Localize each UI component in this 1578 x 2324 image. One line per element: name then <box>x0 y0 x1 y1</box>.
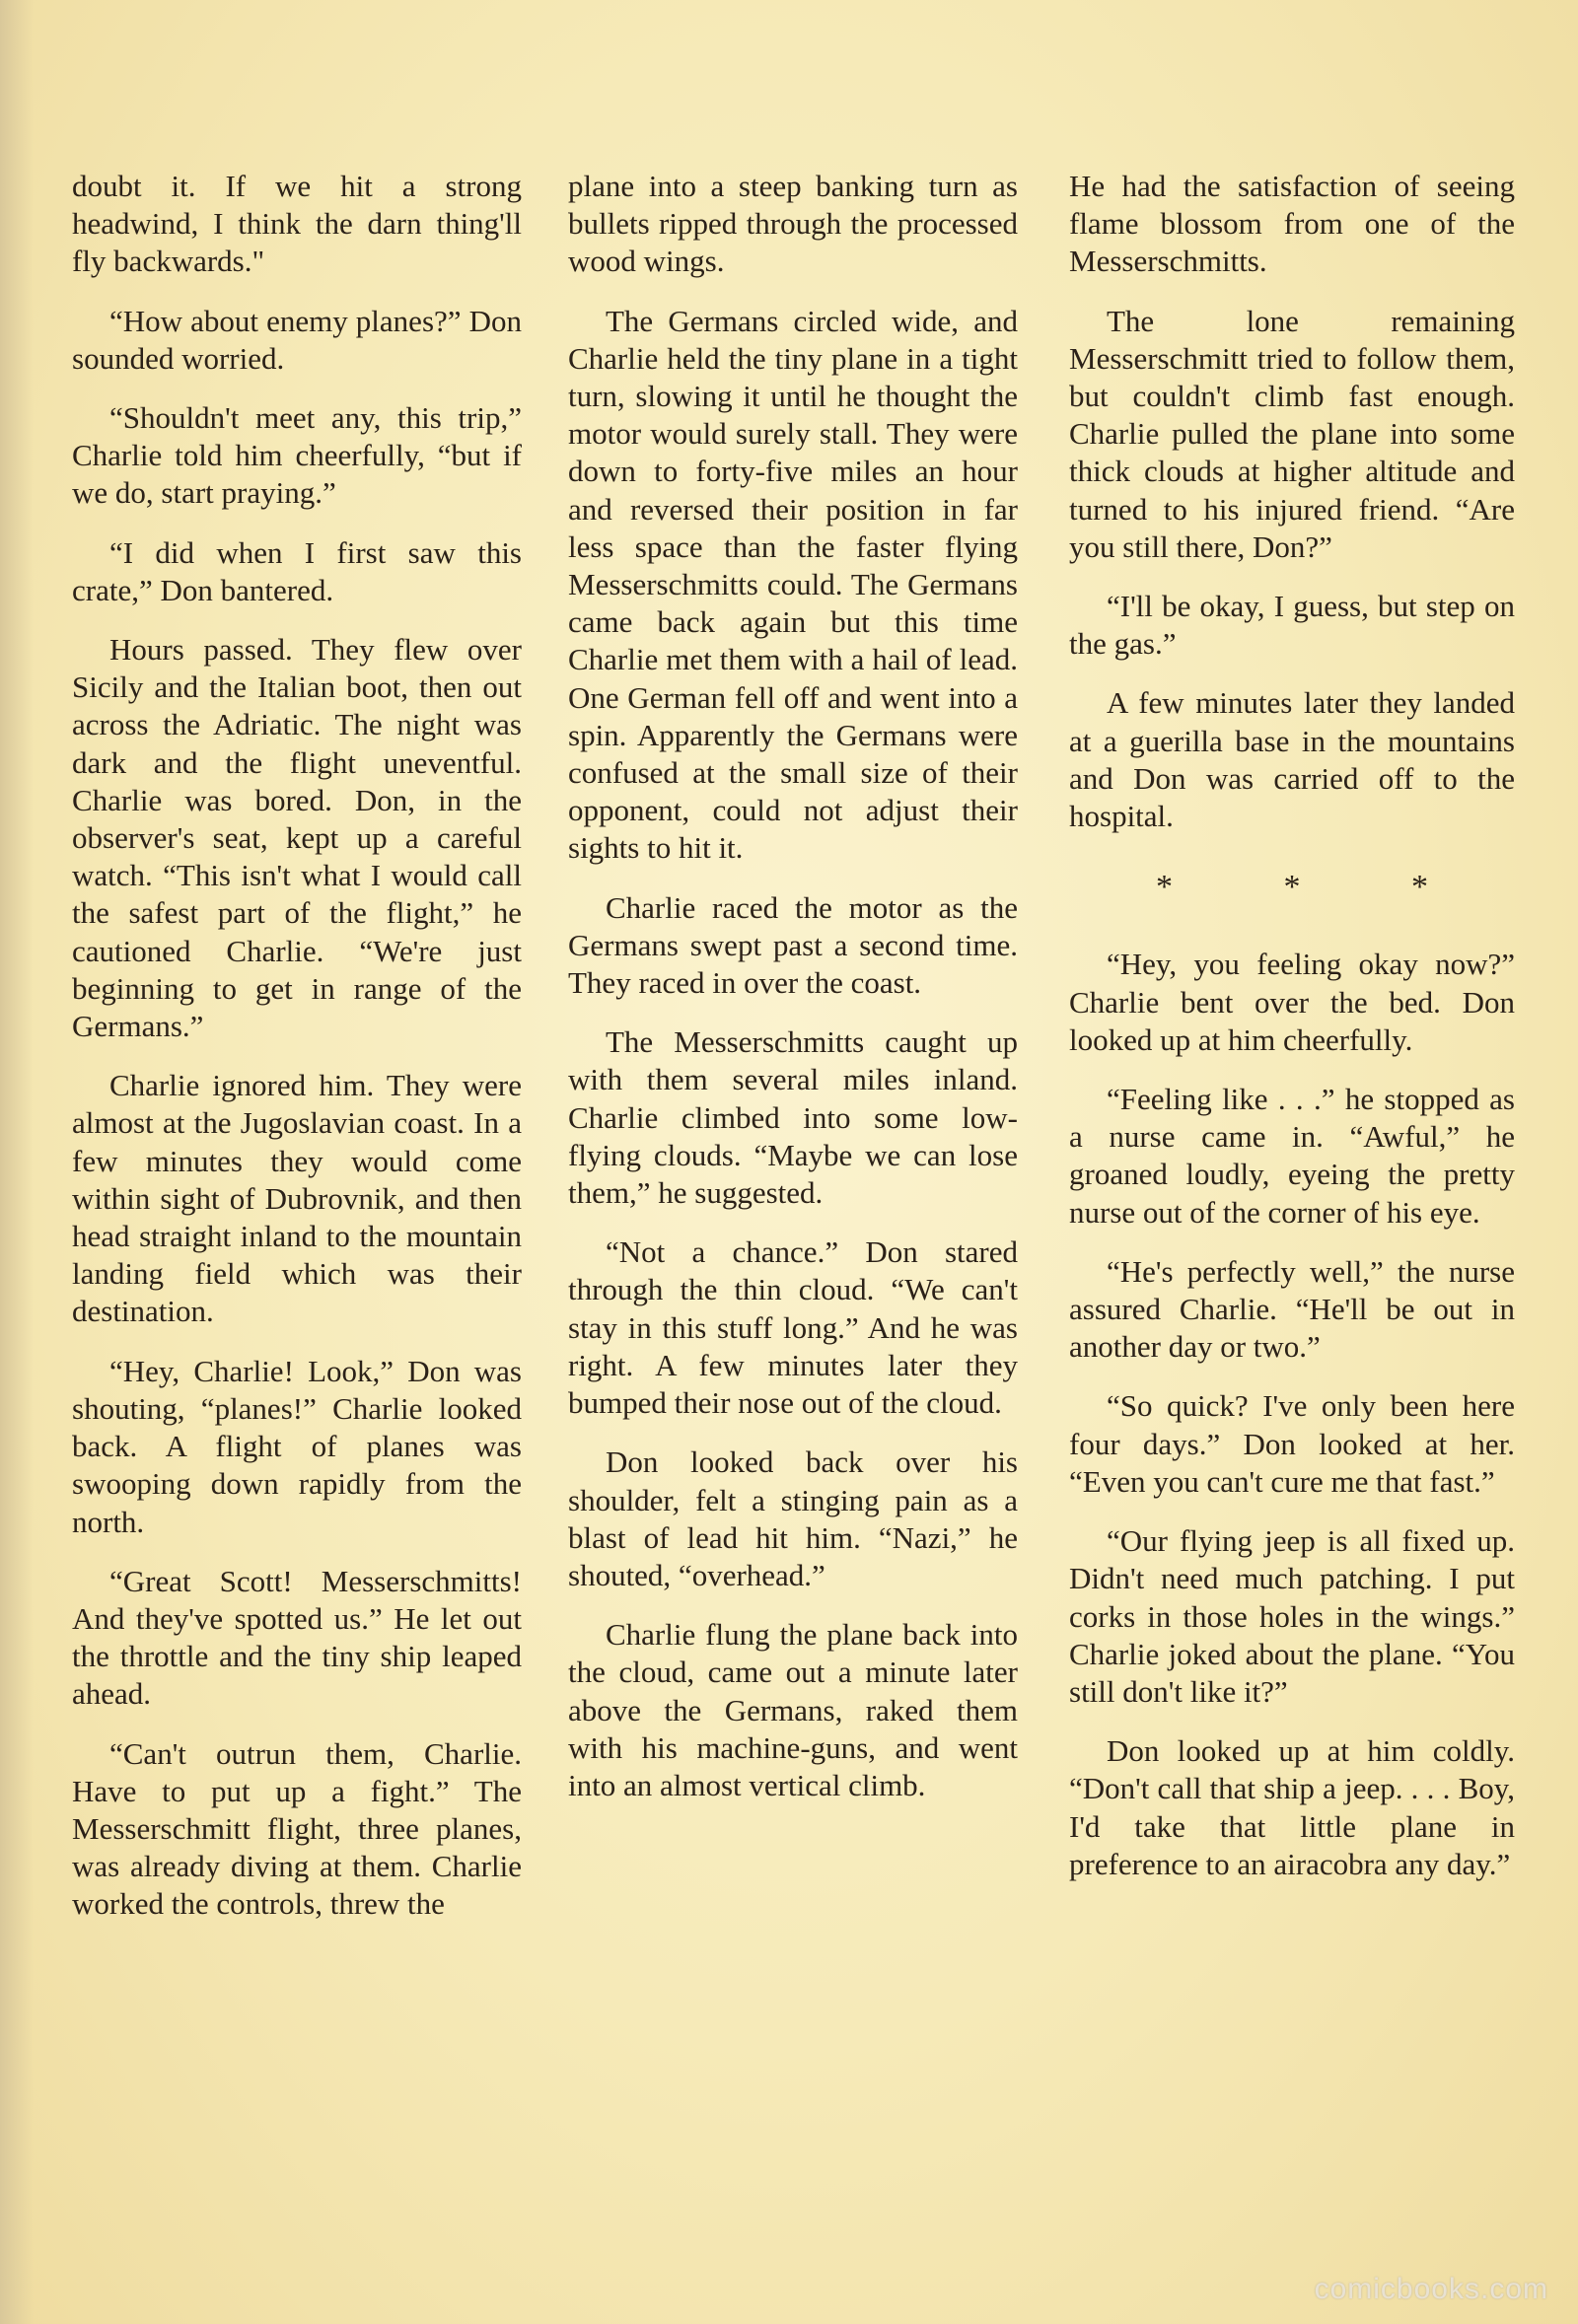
paragraph: plane into a steep banking turn as bullets ripped through the processed wood wings. <box>568 169 1018 279</box>
paragraph: Don looked up at him coldly. “Don't call that ship a jeep. . . . Boy, I'd take that little plane in preference to an airacobra any day.” <box>1069 1733 1515 1881</box>
paragraph: The Germans circled wide, and Charlie held the tiny plane in a tight turn, slowing it until he thought the motor would surely stall. They were down to forty-five miles an hour and reversed their position in far less space than the faster flying Messerschmitts could. The Germans came back again but this time Charlie met them with a hail of lead. One German fell off and went into a spin. Apparently the Germans were confused at the small size of their opponent, could not adjust their sights to hit it. <box>568 303 1018 866</box>
paragraph: Charlie raced the motor as the Germans swept past a second time. They raced in over the coast. <box>568 889 1018 1001</box>
page-edge-shadow <box>0 0 34 2324</box>
paragraph: Charlie flung the plane back into the cloud, came out a minute later above the Germans, raked them with his machine-guns, and went into an almost vertical climb. <box>568 1617 1018 1802</box>
section-separator: * * * <box>1156 869 1479 906</box>
paragraph: “Shouldn't meet any, this trip,” Charlie told him cheerfully, “but if we do, start praying.” <box>72 400 522 511</box>
paragraph: “Can't outrun them, Charlie. Have to put up a fight.” The Messerschmitt flight, three planes, was already diving at them. Charlie worked the controls, threw the <box>72 1735 522 1922</box>
paragraph: “I did when I first saw this crate,” Don bantered. <box>72 534 522 607</box>
paragraph: “I'll be okay, I guess, but step on the gas.” <box>1069 589 1515 662</box>
text-column-3 <box>1069 168 1515 1905</box>
paragraph: “Great Scott! Messerschmitts! And they've spotted us.” He let out the throttle and the tiny ship leaped ahead. <box>72 1563 522 1712</box>
paragraph: “Hey, you feeling okay now?” Charlie bent over the bed. Don looked up at him cheerfully. <box>1069 947 1515 1057</box>
paragraph: Charlie ignored him. They were almost at the Jugoslavian coast. In a few minutes they would come within sight of Dubrovnik, and then head straight inland to the mountain landing field which was their destination. <box>72 1068 522 1329</box>
paragraph: “Feeling like . . .” he stopped as a nurse came in. “Awful,” he groaned loudly, eyeing the pretty nurse out of the corner of his eye. <box>1069 1082 1515 1230</box>
site-watermark: comicbooks.com <box>1314 2273 1548 2305</box>
paragraph: The Messerschmitts caught up with them several miles inland. Charlie climbed into some low-flying clouds. “Maybe we can lose them,” he suggested. <box>568 1024 1018 1211</box>
text-column-2 <box>568 168 1018 1826</box>
paragraph: “He's perfectly well,” the nurse assured Charlie. “He'll be out in another day or two.” <box>1069 1253 1515 1365</box>
paragraph: “Our flying jeep is all fixed up. Didn't need much patching. I put corks in those holes in the wings.” Charlie joked about the plane. “You still don't like it?” <box>1069 1523 1515 1709</box>
paragraph: The lone remaining Messerschmitt tried to follow them, but couldn't climb fast enough. Charlie pulled the plane into some thick clouds at higher altitude and turned to his injured friend. “Are you still there, Don?” <box>1069 303 1515 564</box>
paragraph: “So quick? I've only been here four days.” Don looked at her. “Even you can't cure me that fast.” <box>1069 1388 1515 1499</box>
paragraph: Hours passed. They flew over Sicily and the Italian boot, then out across the Adriatic. The night was dark and the flight uneventful. Charlie was bored. Don, in the observer's seat, kept up a careful watch. “This isn't what I would call the safest part of the flight,” he cautioned Charlie. “We're just beginning to get in range of the Germans.” <box>72 632 522 1044</box>
paragraph: “How about enemy planes?” Don sounded worried. <box>72 303 522 376</box>
paragraph: Don looked back over his shoulder, felt a stinging pain as a blast of lead hit him. “Nazi,” he shouted, “overhead.” <box>568 1444 1018 1592</box>
paragraph: A few minutes later they landed at a guerilla base in the mountains and Don was carried off to the hospital. <box>1069 685 1515 834</box>
paragraph: He had the satisfaction of seeing flame blossom from one of the Messerschmitts. <box>1069 169 1515 279</box>
paragraph: “Hey, Charlie! Look,” Don was shouting, “planes!” Charlie looked back. A flight of planes was swooping down rapidly from the north. <box>72 1353 522 1539</box>
paragraph: “Not a chance.” Don stared through the thin cloud. “We can't stay in this stuff long.” And he was right. A few minutes later they bumped their nose out of the cloud. <box>568 1234 1018 1421</box>
paragraph: doubt it. If we hit a strong headwind, I think the darn thing'll fly backwards." <box>72 169 522 279</box>
text-column-1 <box>72 168 522 1945</box>
